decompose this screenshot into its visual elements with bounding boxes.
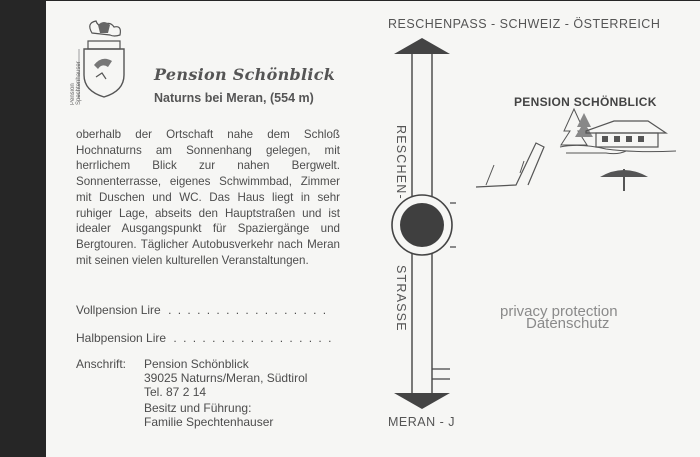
hotel-sketch-icon [46, 1, 700, 457]
description-text: oberhalb der Ortschaft nahe dem Schloß Hochnaturns am Sonnenhang gelegen, mit herrlichem Blick zur nahen Bergwelt. Sonnenterrasse, eigenes Schwimmbad, Zimmer mit Duschen und WC. Das Haus liegt in sehr ruhiger Lage, abseits den Hauptstraßen und ist idealer Ausgangspunkt für Spaziergänge und Bergtouren. Täglicher Autobusverkehr nach Meran mit seinen vielen kulturellen Veranstaltungen. [76, 128, 340, 267]
address-line-5: Familie Spechtenhauser [144, 415, 274, 429]
address-label: Anschrift: [76, 357, 127, 371]
address-line-1: Pension Schönblick [144, 357, 249, 371]
watermark-line-1: privacy protection [500, 303, 618, 320]
map-top-label: RESCHENPASS - SCHWEIZ - ÖSTERREICH [388, 17, 661, 31]
postcard [46, 1, 700, 457]
full-board-label: Vollpension Lire [76, 303, 161, 317]
location-subtitle: Naturns bei Meran, (554 m) [154, 91, 314, 105]
half-board-label: Halbpension Lire [76, 331, 167, 345]
road-label-lower: STRASSE [394, 265, 408, 332]
map-bottom-label: MERAN - J [388, 415, 455, 429]
address-line-4: Besitz und Führung: [144, 401, 252, 415]
road-label-upper: RESCHEN- [394, 125, 408, 200]
hotel-label: PENSION SCHÖNBLICK [514, 95, 657, 109]
half-board-dots: . . . . . . . . . . . . . . . . . [173, 331, 333, 345]
address-line-3: Tel. 87 2 14 [144, 385, 207, 399]
crest-text: Pension Spechtenhauser [70, 61, 82, 105]
watermark-line-2: Datenschutz [526, 315, 610, 332]
full-board-dots: . . . . . . . . . . . . . . . . . [168, 303, 328, 317]
pension-title: Pension Schönblick [154, 65, 336, 84]
address-line-2: 39025 Naturns/Meran, Südtirol [144, 371, 308, 385]
